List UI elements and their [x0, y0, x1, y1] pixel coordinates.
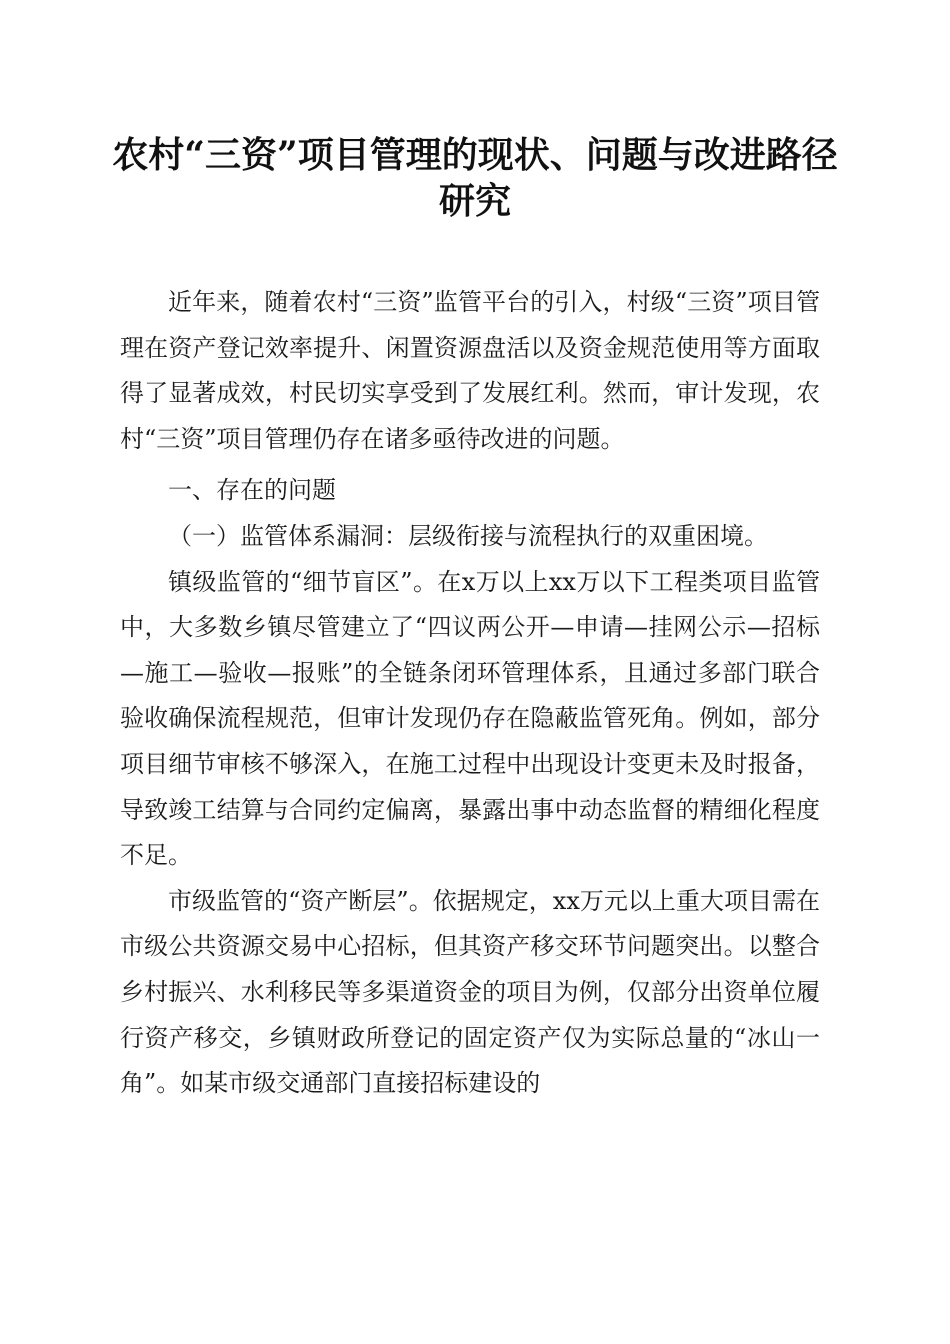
document-title: 农村“三资”项目管理的现状、问题与改进路径研究	[112, 134, 838, 222]
section-heading: 一、存在的问题	[168, 476, 336, 505]
intro-paragraph: 近年来，随着农村“三资”监管平台的引入，村级“三资”项目管理在资产登记效率提升、闲置资源盘活以及资金规范使用等方面取得了显著成效，村民切实享受到了发展红利。然而，审计发现，农村“三资”项目管理仍存在诸多亟待改进的问题。	[120, 288, 820, 453]
paragraph-city-supervision: 市级监管的“资产断层”。依据规定，xx万元以上重大项目需在市级公共资源交易中心招标，但其资产移交环节问题突出。以整合乡村振兴、水利移民等多渠道资金的项目为例，仅部分出资单位履行资产移交，乡镇财政所登记的固定资产仅为实际总量的“冰山一角”。如某市级交通部门直接招标建设的	[120, 886, 820, 1098]
paragraph-town-supervision: 镇级监管的“细节盲区”。在x万以上xx万以下工程类项目监管中，大多数乡镇尽管建立了“四议两公开—申请—挂网公示—招标—施工—验收—报账”的全链条闭环管理体系，且通过多部门联合验收确保流程规范，但审计发现仍存在隐蔽监管死角。例如，部分项目细节审核不够深入，在施工过程中出现设计变更未及时报备，导致竣工结算与合同约定偏离，暴露出事中动态监督的精细化程度不足。	[120, 567, 820, 870]
document-body	[120, 280, 820, 1107]
subsection-heading: （一）监管体系漏洞：层级衔接与流程执行的双重困境。	[168, 521, 768, 550]
